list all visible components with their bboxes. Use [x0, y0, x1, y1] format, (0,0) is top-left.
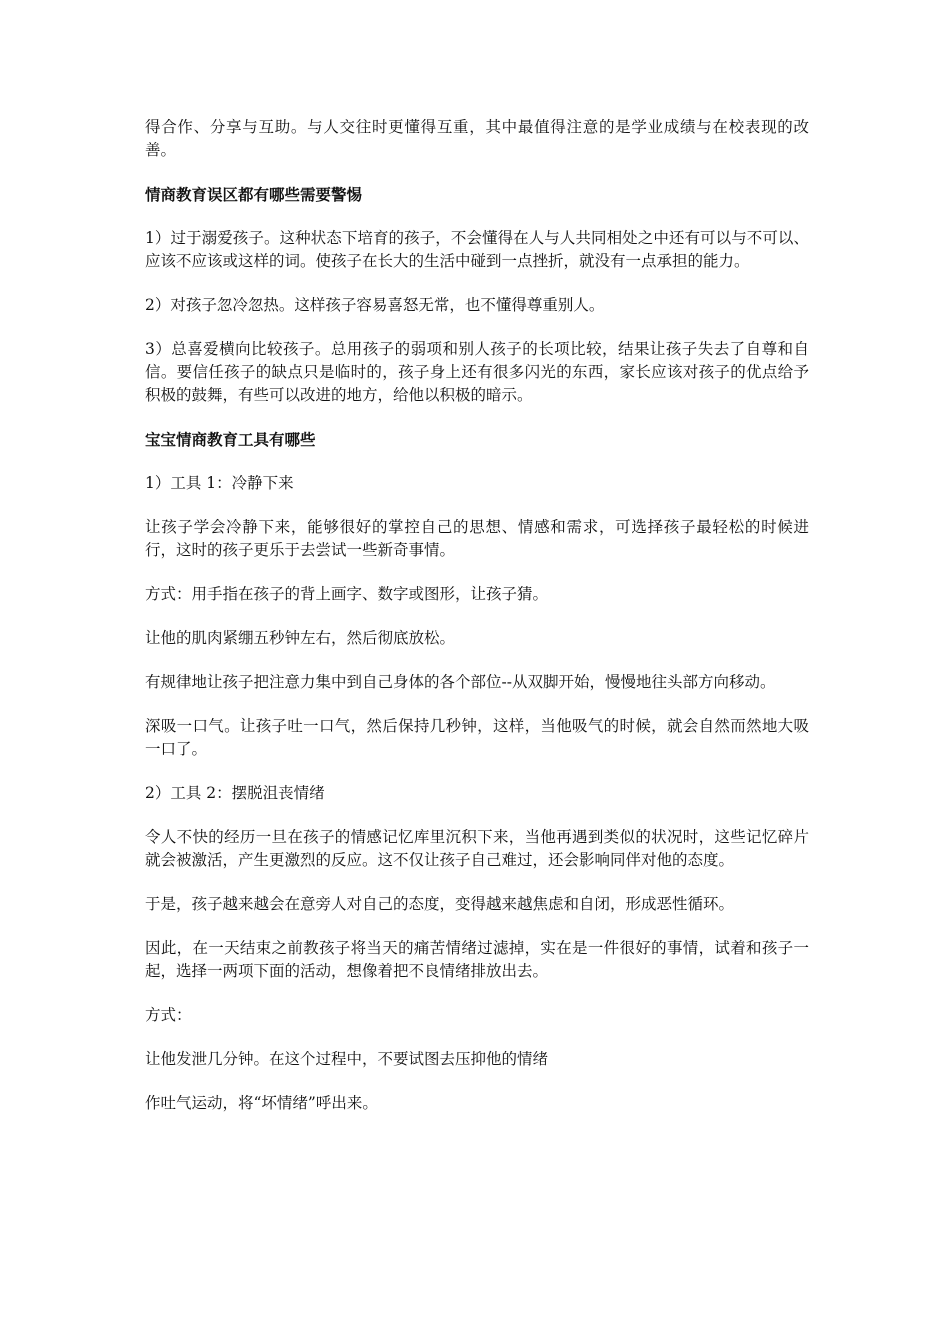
paragraph-tool-1-breath: 深吸一口气。让孩子吐一口气，然后保持几秒钟，这样，当他吸气的时候，就会自然而然地大吸一口了。 — [145, 717, 809, 758]
paragraph-tool-2-title: 2）工具 2：摆脱沮丧情绪 — [145, 784, 325, 802]
paragraph-tool-1-method: 方式：用手指在孩子的背上画字、数字或图形，让孩子猜。 — [145, 585, 549, 603]
paragraph-tool-1-title: 1）工具 1：冷静下来 — [145, 474, 294, 492]
paragraph-tool-2-cycle: 于是，孩子越来越会在意旁人对自己的态度，变得越来越焦虑和自闭，形成恶性循环。 — [145, 895, 735, 913]
document-body — [145, 116, 809, 1136]
paragraph-tool-2-method-label: 方式： — [145, 1006, 192, 1024]
paragraph-tool-1-focus: 有规律地让孩子把注意力集中到自己身体的各个部位--从双脚开始，慢慢地往头部方向移动。 — [145, 673, 776, 691]
paragraph-tool-1-muscle: 让他的肌肉紧绷五秒钟左右，然后彻底放松。 — [145, 629, 456, 647]
section-heading-tools: 宝宝情商教育工具有哪些 — [145, 430, 316, 449]
paragraph-tool-2-desc: 令人不快的经历一旦在孩子的情感记忆库里沉积下来，当他再遇到类似的状况时，这些记忆碎片就会被激活，产生更激烈的反应。这不仅让孩子自己难过，还会影响同伴对他的态度。 — [145, 828, 809, 869]
paragraph-intro-continuation: 得合作、分享与互助。与人交往时更懂得互重，其中最值得注意的是学业成绩与在校表现的改善。 — [145, 118, 809, 159]
paragraph-misconception-1: 1）过于溺爱孩子。这种状态下培育的孩子，不会懂得在人与人共同相处之中还有可以与不可以、应该不应该或这样的词。使孩子在长大的生活中碰到一点挫折，就没有一点承担的能力。 — [145, 229, 809, 270]
paragraph-tool-2-exhale: 作吐气运动，将“坏情绪”呼出来。 — [145, 1094, 378, 1112]
paragraph-tool-2-filter: 因此，在一天结束之前教孩子将当天的痛苦情绪过滤掉，实在是一件很好的事情，试着和孩子一起，选择一两项下面的活动，想像着把不良情绪排放出去。 — [145, 939, 809, 980]
paragraph-misconception-3: 3）总喜爱横向比较孩子。总用孩子的弱项和别人孩子的长项比较，结果让孩子失去了自尊和自信。要信任孩子的缺点只是临时的，孩子身上还有很多闪光的东西，家长应该对孩子的优点给予积极的鼓舞，有些可以改进的地方，给他以积极的暗示。 — [145, 340, 809, 404]
paragraph-tool-2-vent: 让他发泄几分钟。在这个过程中，不要试图去压抑他的情绪 — [145, 1050, 549, 1068]
paragraph-tool-1-desc: 让孩子学会冷静下来，能够很好的掌控自己的思想、情感和需求，可选择孩子最轻松的时候进行，这时的孩子更乐于去尝试一些新奇事情。 — [145, 518, 809, 559]
section-heading-misconceptions: 情商教育误区都有哪些需要警惕 — [145, 185, 363, 204]
paragraph-misconception-2: 2）对孩子忽冷忽热。这样孩子容易喜怒无常，也不懂得尊重别人。 — [145, 296, 605, 314]
